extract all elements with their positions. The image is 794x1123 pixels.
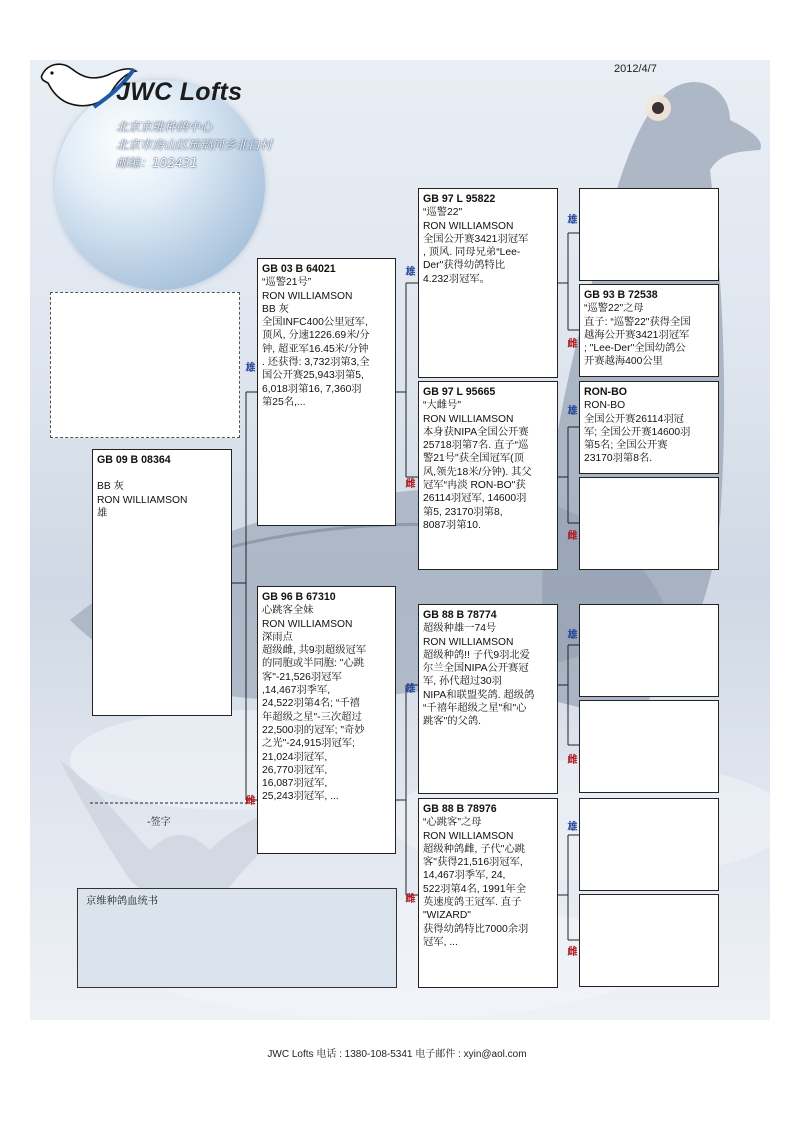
hen-marker: 雌	[565, 946, 576, 956]
dam-dam-line: 获得幼鸽特比7000余羽	[423, 923, 529, 935]
sire-line: “巡警21号”	[262, 277, 312, 289]
footer-contact: JWC Lofts 电话 : 1380-108-5341 电子邮件 : xyin@aol.com	[267, 1049, 527, 1060]
sire-line: BB 灰	[262, 303, 289, 315]
sire-dam-line: RON WILLIAMSON	[423, 413, 514, 425]
sire-line: 钟, 超亚军16.45米/分钟	[262, 343, 369, 355]
dam-line: 的同胞或半同胞: "心跳	[262, 658, 365, 670]
dam-dam-line: 英速度鸽王冠军. 直子	[423, 897, 522, 909]
dam-dam-line: 14,467羽季军, 24,	[423, 870, 506, 882]
sire-dam-line: 本身获NIPA全国公开赛	[423, 426, 529, 438]
ggp-dam-dam-dam-box	[579, 894, 719, 987]
cock-marker: 雄	[565, 629, 576, 639]
sire-dam-line: 风,领先18米/分钟). 其父	[423, 466, 532, 478]
ggp-line: 直子: “巡警22"获得全国	[584, 316, 691, 328]
dam-line: ,14,467羽季军,	[262, 685, 331, 697]
ggp-dam-sire-sire-box	[579, 604, 719, 697]
hen-marker: 雌	[565, 530, 576, 540]
sire-line: . 还获得: 3,732羽第3,全	[262, 357, 370, 369]
ggp-dam-sire-dam-box	[579, 700, 719, 793]
dam-line: 客"-21,526羽冠军	[262, 671, 342, 683]
sire-dam-line: 8087羽第10.	[423, 519, 481, 531]
cock-marker: 雄	[565, 821, 576, 831]
sire-sire-line: “巡警22"	[423, 207, 463, 219]
dam-line: 26,770羽冠军,	[262, 764, 328, 776]
dam-line: 16,087羽冠军,	[262, 778, 328, 790]
ggp-sire-sire-sire-box	[579, 188, 719, 281]
dam-sire-line: 军, 孙代超过30羽	[423, 676, 502, 688]
logo-title: JWC Lofts	[116, 78, 243, 106]
ggp-ring-number: GB 93 B 72538	[584, 289, 658, 301]
address-line-3: 邮编：102431	[116, 156, 198, 170]
ggp-sire-dam-dam-box	[579, 477, 719, 570]
certificate-label: 京维种鸽血统书	[86, 895, 159, 907]
photo-placeholder-box	[50, 292, 240, 438]
subject-ring-number: GB 09 B 08364	[97, 454, 171, 466]
ggp-line: 开赛越海400公里	[584, 356, 663, 368]
sire-dam-line: 警21号"获全国冠军(顶	[423, 453, 524, 465]
dam-dam-box	[418, 798, 558, 988]
sire-sire-line: 4.232羽冠军。	[423, 273, 490, 285]
dam-sire-line: 超级种雄一74号	[423, 623, 497, 635]
ggp-line: 全国公开赛26114羽冠	[584, 413, 684, 425]
dam-box	[257, 586, 396, 854]
dam-dam-line: 超级种鸽雌, 子代"心跳	[423, 843, 526, 855]
hen-marker: 雌	[565, 338, 576, 348]
hen-marker: 雌	[243, 795, 254, 805]
sire-line: 第25名,...	[262, 396, 306, 408]
dam-line: RON WILLIAMSON	[262, 618, 353, 630]
subject-line: BB 灰	[97, 481, 124, 493]
address-line-2: 北京市房山区琉璃河乡北白村	[116, 138, 273, 152]
ggp-ring-number: RON-BO	[584, 386, 627, 398]
certificate-box	[77, 888, 397, 988]
address-line-1: 北京京维种鸽中心	[116, 120, 213, 134]
dam-sire-line: NIPA和联盟奖鸽. 超级鸽	[423, 689, 535, 701]
sire-sire-line: Der"获得幼鸽特比	[423, 260, 506, 272]
ggp-sire-dam-sire-box	[579, 381, 719, 474]
dam-sire-box	[418, 604, 558, 794]
dam-dam-line: 冠军, ...	[423, 936, 458, 948]
dam-dam-line: 522羽第4名, 1991年全	[423, 883, 527, 895]
ggp-line: 23170羽第8名.	[584, 453, 653, 465]
cock-marker: 雄	[565, 405, 576, 415]
print-date: 2012/4/7	[614, 63, 657, 75]
sire-sire-line: , 顶风. 同母兄弟“Lee-	[423, 247, 521, 259]
dam-line: 24,522羽第4名; “千禧	[262, 698, 360, 710]
sire-dam-box	[418, 381, 558, 570]
dam-dam-line: RON WILLIAMSON	[423, 830, 514, 842]
dam-line: 心跳客全妹	[262, 605, 314, 617]
sire-dam-line: “大雌号"	[423, 400, 461, 412]
ggp-line: ; "Lee-Der"全国幼鸽公	[584, 343, 686, 355]
dam-dam-line: “心跳客"之母	[423, 817, 482, 829]
sire-line: 全国INFC400公里冠军,	[262, 317, 368, 329]
sire-sire-line: 全国公开赛3421羽冠军	[423, 233, 529, 245]
dam-line: 21,024羽冠军,	[262, 751, 328, 763]
dam-line: 25,243羽冠军, ...	[262, 791, 339, 803]
ggp-line: 越海公开赛3421羽冠军	[584, 329, 690, 341]
ggp-line: “巡警22"之母	[584, 303, 644, 315]
dam-line: 之光"-24,915羽冠军;	[262, 738, 355, 750]
sire-sire-box	[418, 188, 558, 378]
subject-line: RON WILLIAMSON	[97, 494, 188, 506]
cock-marker: 雄	[403, 683, 414, 693]
dam-sire-line: 跳客"的父鸽.	[423, 716, 482, 728]
dam-sire-line: “千禧年超级之星"和"心	[423, 703, 527, 715]
dam-line: 深雨点	[262, 631, 293, 643]
cock-marker: 雄	[403, 266, 414, 276]
cock-marker: 雄	[565, 214, 576, 224]
sire-dam-line: 25718羽第7名. 直子“巡	[423, 440, 529, 452]
ggp-line: 第5名; 全国公开赛	[584, 440, 668, 452]
ggp-line: RON-BO	[584, 400, 626, 412]
dam-dam-line: 客"获得21,516羽冠军,	[423, 857, 523, 869]
subject-line: 雄	[97, 507, 108, 519]
cock-marker: 雄	[243, 362, 254, 372]
dam-line: 超级雌, 共9羽超级冠军	[262, 645, 367, 657]
sire-dam-line: 冠军“冉淡 RON-BO"获	[423, 480, 526, 492]
sire-ring-number: GB 03 B 64021	[262, 263, 336, 275]
subject-pigeon-box	[92, 449, 232, 716]
sire-box	[257, 258, 396, 526]
dam-ring-number: GB 96 B 67310	[262, 591, 336, 603]
signature-label: -签字	[147, 817, 171, 828]
ggp-line: 军; 全国公开赛14600羽	[584, 426, 691, 438]
dam-dam-line: "WIZARD"	[423, 910, 471, 922]
sire-sire-line: RON WILLIAMSON	[423, 220, 514, 232]
dam-sire-line: 超级种鸽!! 子代9羽北爱	[423, 649, 530, 661]
dam-line: 22,500羽的冠军; "奇妙	[262, 724, 365, 736]
sire-sire-ring-number: GB 97 L 95822	[423, 193, 496, 205]
sire-line: RON WILLIAMSON	[262, 290, 353, 302]
dam-dam-ring-number: GB 88 B 78976	[423, 803, 497, 815]
sire-dam-line: 26114羽冠军, 14600羽	[423, 493, 527, 505]
sire-line: 顶风, 分速1226.69米/分	[262, 330, 370, 342]
sire-line: 6,018羽第16, 7,360羽	[262, 383, 362, 395]
ggp-dam-dam-sire-box	[579, 798, 719, 891]
sire-dam-line: 第5, 23170羽第8,	[423, 506, 503, 518]
sire-dam-ring-number: GB 97 L 95665	[423, 386, 496, 398]
dam-sire-line: RON WILLIAMSON	[423, 636, 514, 648]
hen-marker: 雌	[403, 478, 414, 488]
dam-line: 年超级之星"-三次超过	[262, 711, 362, 723]
hen-marker: 雌	[403, 893, 414, 903]
dam-sire-ring-number: GB 88 B 78774	[423, 609, 497, 621]
ggp-sire-sire-dam-box	[579, 284, 719, 377]
sire-line: 国公开赛25,943羽第5,	[262, 370, 364, 382]
dam-sire-line: 尔兰全国NIPA公开赛冠	[423, 663, 529, 675]
hen-marker: 雌	[565, 754, 576, 764]
